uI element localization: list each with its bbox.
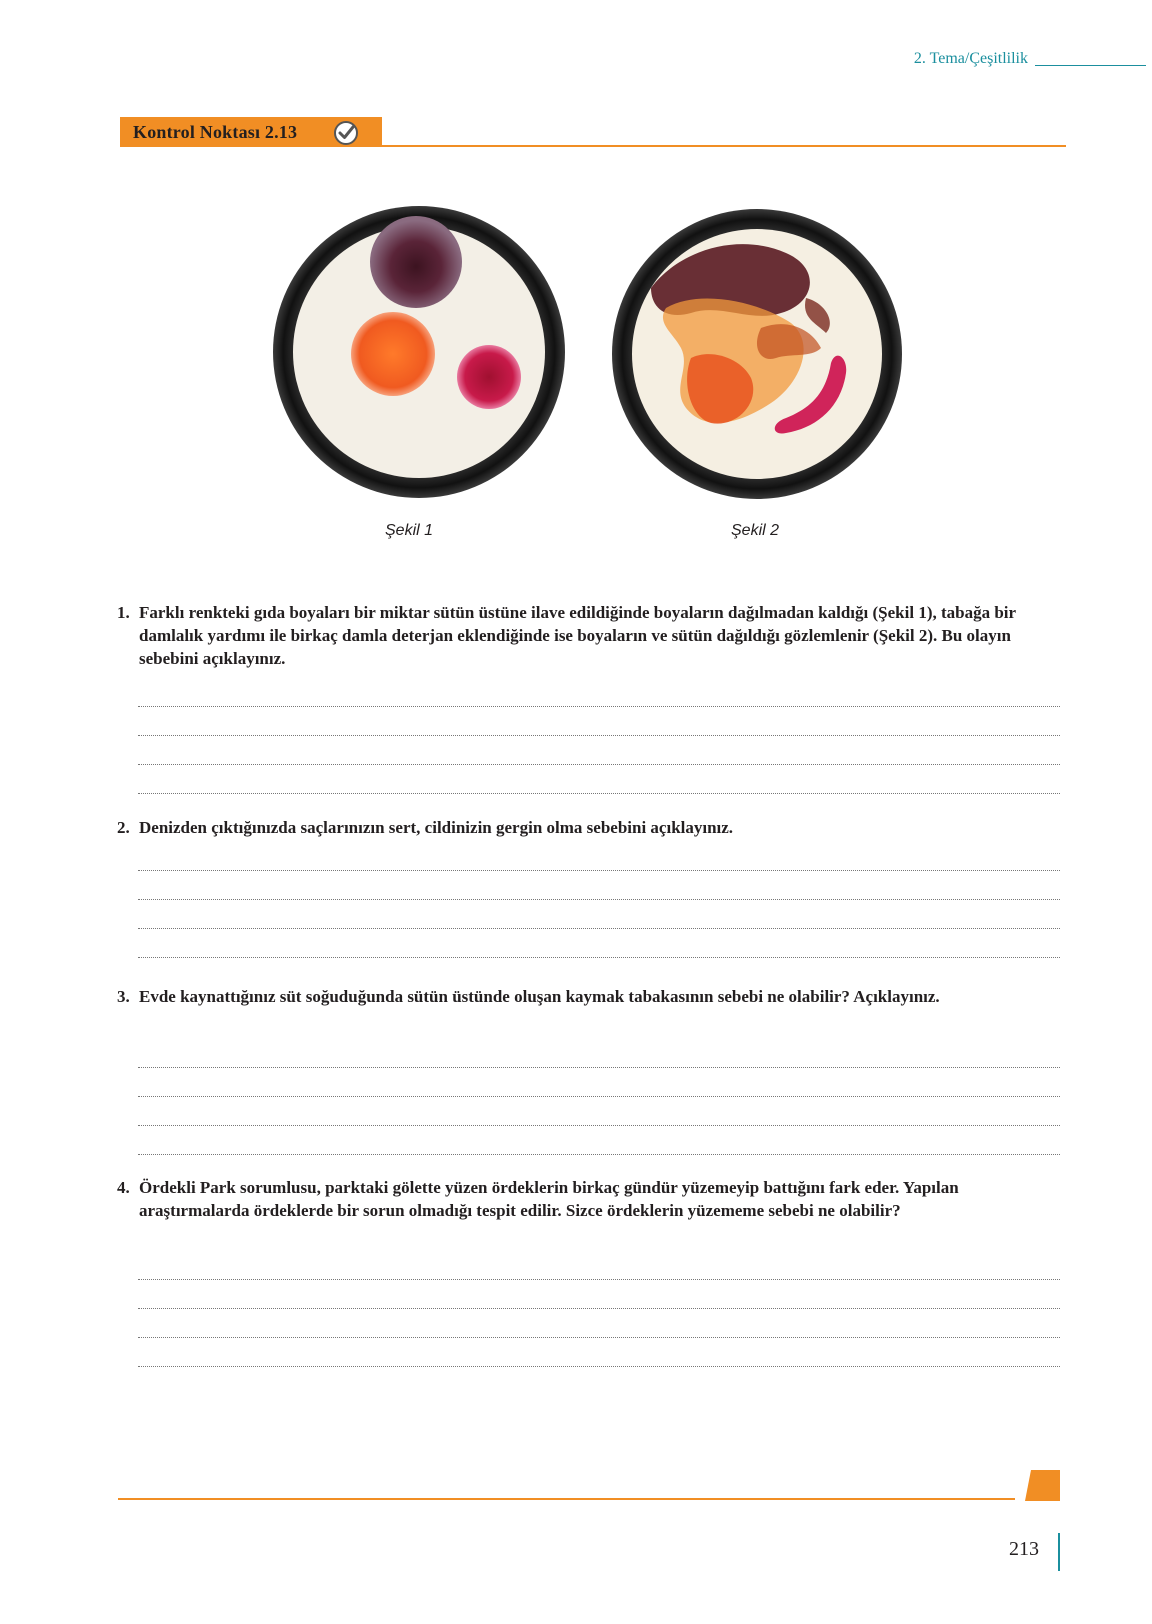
question-number: 1. — [117, 603, 130, 622]
answer-line[interactable] — [138, 899, 1060, 900]
milk-dish-image-1 — [271, 204, 567, 500]
answer-line[interactable] — [138, 928, 1060, 929]
question-number: 4. — [117, 1178, 130, 1197]
question-number: 2. — [117, 818, 130, 837]
page-number: 213 — [1009, 1538, 1039, 1560]
section-title: Kontrol Noktası 2.13 — [133, 121, 298, 142]
theme-header: 2. Tema/Çeşitlilik — [913, 50, 1028, 67]
header-rule — [1035, 65, 1146, 66]
answer-line[interactable] — [138, 1154, 1060, 1155]
answer-line[interactable] — [138, 764, 1060, 765]
footer-rule — [118, 1498, 1015, 1500]
question-4 — [117, 1176, 1062, 1222]
page-number-bar — [1058, 1533, 1060, 1571]
question-text: Farklı renkteki gıda boyaları bir miktar sütün üstüne ilave edildiğinde boyaların dağılmadan kaldığı (Şekil 1), tabağa bir damlalık yardımı ile birkaç damla deterjan eklendiğinde ise boyaların ve sütün dağıldığı gözlemlenir (Şekil 2). Bu olayın sebebini açıklayınız. — [139, 603, 1016, 668]
question-2 — [117, 816, 1062, 839]
answer-line[interactable] — [138, 1279, 1060, 1280]
answer-line[interactable] — [138, 957, 1060, 958]
section-rule — [382, 145, 1066, 147]
section-title-box — [120, 117, 382, 147]
footer-tab-shape — [1025, 1470, 1060, 1501]
question-text: Ördekli Park sorumlusu, parktaki gölette yüzen ördeklerin birkaç gündür yüzemeyip battığını fark eder. Yapılan araştırmalarda ördeklerde bir sorun olmadığı tespit edilir. Sizce ördeklerin yüzememe sebebi ne olabilir? — [139, 1178, 959, 1220]
answer-line[interactable] — [138, 735, 1060, 736]
answer-line[interactable] — [138, 1308, 1060, 1309]
answer-line[interactable] — [138, 1366, 1060, 1367]
answer-line[interactable] — [138, 706, 1060, 707]
answer-line[interactable] — [138, 1337, 1060, 1338]
question-3 — [117, 985, 1062, 1008]
answer-line[interactable] — [138, 1096, 1060, 1097]
question-1 — [117, 601, 1062, 670]
question-number: 3. — [117, 987, 130, 1006]
question-text: Denizden çıktığınızda saçlarınızın sert, cildinizin gergin olma sebebini açıklayınız. — [139, 818, 734, 837]
answer-line[interactable] — [138, 1125, 1060, 1126]
question-text: Evde kaynattığınız süt soğuduğunda sütün üstünde oluşan kaymak tabakasının sebebi ne olabilir? Açıklayınız. — [139, 987, 940, 1006]
figure-2-caption: Şekil 2 — [731, 522, 780, 539]
answer-line[interactable] — [138, 793, 1060, 794]
answer-line[interactable] — [138, 870, 1060, 871]
figure-1-caption: Şekil 1 — [385, 522, 434, 539]
milk-dish-image-2 — [611, 208, 903, 500]
checkmark-icon — [332, 119, 360, 147]
answer-line[interactable] — [138, 1067, 1060, 1068]
